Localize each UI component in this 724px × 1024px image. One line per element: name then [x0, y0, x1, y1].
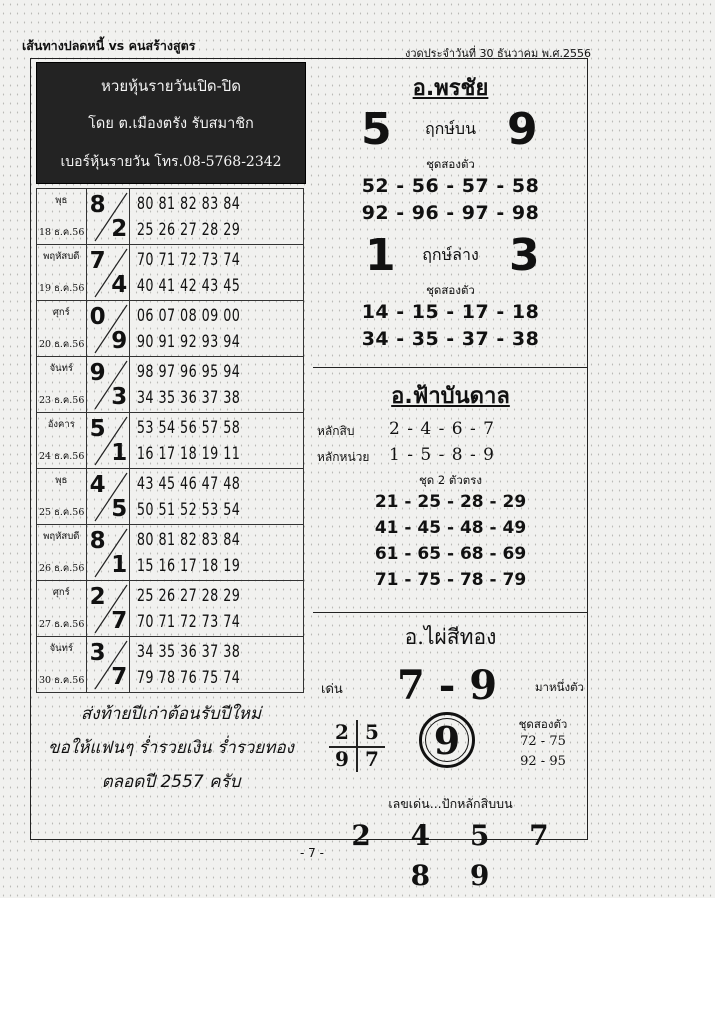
circled-digit: 9: [419, 712, 475, 768]
right-panel: [313, 62, 588, 892]
draw-bottom-digit: 4: [111, 272, 128, 298]
draw-top-digit: 2: [89, 584, 106, 610]
draw-numbers-cell: [130, 469, 304, 525]
number-row: 43 45 46 47 48: [137, 473, 241, 493]
title-banner: [36, 62, 306, 184]
draw-date: 24 ธ.ค.56: [39, 451, 85, 462]
number-row: 25 26 27 28 29: [137, 585, 241, 605]
pair-row: 14 - 15 - 17 - 18: [361, 301, 540, 323]
number-row: 70 71 72 73 74: [137, 249, 241, 269]
section-phaisithong: [313, 621, 588, 892]
draw-top-digit: 7: [89, 248, 106, 274]
number-row: 80 81 82 83 84: [137, 193, 241, 213]
draw-date: 26 ธ.ค.56: [39, 563, 85, 574]
section-title: อ.พรชัย: [412, 76, 489, 101]
draw-numbers-cell: [130, 413, 304, 469]
greeting-line: ตลอดปี 2557 ครับ: [101, 772, 241, 792]
draw-day-cell: [37, 301, 87, 357]
draw-top-digit: 9: [89, 360, 106, 386]
draw-day: ศุกร์: [52, 307, 70, 318]
grid-digit: 9: [335, 747, 349, 771]
draw-day: พฤหัสบดี: [43, 531, 80, 542]
draw-history-table: [36, 188, 304, 693]
draw-day: จันทร์: [49, 363, 73, 374]
combo-label: ชุดสองตัว: [518, 717, 568, 731]
section-title: อ.ไผ่สีทอง: [404, 625, 497, 649]
draw-day: พุธ: [55, 475, 68, 486]
bottom-lucky-label: ฤกษ์ล่าง: [422, 245, 479, 264]
draw-top-digit: 0: [89, 304, 106, 330]
draw-day-cell: [37, 189, 87, 245]
pair-row: 52 - 56 - 57 - 58: [361, 175, 540, 197]
draw-row: [37, 245, 304, 301]
draw-bottom-digit: 5: [111, 496, 128, 522]
key-digits: 2 4 5 7 8 9: [351, 819, 564, 892]
draw-bottom-digit: 2: [111, 216, 128, 242]
bottom-lucky-right: 3: [509, 230, 540, 281]
title-line: หวยหุ้นรายวันเปิด-ปิด: [101, 77, 241, 95]
draw-date: 23 ธ.ค.56: [39, 395, 85, 406]
draw-result-cell: [86, 525, 130, 581]
bottom-lucky-left: 1: [365, 230, 396, 281]
section-title: อ.ฟ้าบันดาล: [391, 384, 510, 409]
draw-row: [37, 189, 304, 245]
draw-date: 19 ธ.ค.56: [39, 283, 85, 294]
number-row: 16 17 18 19 11: [137, 443, 241, 463]
draw-day-cell: [37, 413, 87, 469]
greeting-message: [36, 697, 306, 799]
draw-top-digit: 3: [89, 640, 106, 666]
draw-date: 20 ธ.ค.56: [39, 339, 85, 350]
draw-numbers-cell: [130, 525, 304, 581]
page-number: - 7 -: [300, 846, 324, 860]
number-row: 06 07 08 09 00: [137, 305, 241, 325]
draw-row: [37, 581, 304, 637]
left-panel: [36, 62, 308, 799]
units-row: [317, 445, 588, 467]
title-line: เบอร์หุ้นรายวัน โทร.08-5768-2342: [60, 154, 282, 170]
draw-bottom-digit: 9: [111, 328, 128, 354]
units-label: หลักหน่วย: [317, 450, 370, 464]
draw-top-digit: 5: [89, 416, 106, 442]
draw-day-cell: [37, 581, 87, 637]
set-row: 41 - 45 - 48 - 49: [374, 518, 527, 538]
bottom-lucky-line: [313, 231, 588, 281]
draw-date: 27 ธ.ค.56: [39, 619, 85, 630]
draw-numbers-cell: [130, 637, 304, 693]
section-fabandan: [313, 378, 588, 613]
draw-day: พฤหัสบดี: [43, 251, 80, 262]
greeting-line: ส่งท้ายปีเก่าต้อนรับปีใหม่: [80, 704, 262, 724]
combo-value: 92 - 95: [520, 754, 566, 769]
number-row: 80 81 82 83 84: [137, 529, 241, 549]
draw-top-digit: 8: [89, 528, 106, 554]
draw-day-cell: [37, 469, 87, 525]
featured-value: 7 - 9: [397, 662, 498, 709]
draw-row: [37, 525, 304, 581]
number-row: 53 54 56 57 58: [137, 417, 241, 437]
draw-result-cell: [86, 637, 130, 693]
draw-row: [37, 469, 304, 525]
draw-result-cell: [86, 189, 130, 245]
grid-digit: 5: [365, 720, 379, 744]
tens-row: [317, 419, 588, 441]
draw-numbers-cell: [130, 189, 304, 245]
draw-day: พุธ: [55, 195, 68, 206]
pairs-label: ชุดสองตัว: [426, 157, 475, 171]
draw-bottom-digit: 3: [111, 384, 128, 410]
pairs-label: ชุดสองตัว: [426, 283, 475, 297]
number-row: 98 97 96 95 94: [137, 361, 241, 381]
number-row: 15 16 17 18 19: [137, 555, 241, 575]
featured-play-row: [313, 662, 588, 709]
draw-row: [37, 301, 304, 357]
draw-top-digit: 8: [89, 192, 106, 218]
draw-bottom-digit: 7: [111, 664, 128, 690]
draw-result-cell: [86, 413, 130, 469]
number-row: 34 35 36 37 38: [137, 387, 241, 407]
draw-bottom-digit: 1: [111, 440, 128, 466]
number-grid-area: [313, 706, 588, 794]
draw-result-cell: [86, 469, 130, 525]
number-row: 25 26 27 28 29: [137, 219, 241, 239]
draw-numbers-cell: [130, 357, 304, 413]
header-draw-date: งวดประจำวันที่ 30 ธันวาคม พ.ศ.2556: [405, 47, 591, 60]
draw-day: ศุกร์: [52, 587, 70, 598]
top-lucky-right: 9: [507, 104, 538, 155]
grid-digit: 7: [365, 747, 379, 771]
draw-result-cell: [86, 301, 130, 357]
combo-box: [504, 716, 582, 774]
draw-day: อังคาร: [47, 419, 75, 430]
draw-result-cell: [86, 245, 130, 301]
title-line: โดย ต.เมืองตรัง รับสมาชิก: [88, 116, 254, 132]
grid-divider: [329, 746, 385, 748]
draw-date: 18 ธ.ค.56: [39, 227, 85, 238]
draw-result-cell: [86, 581, 130, 637]
pair-row: 92 - 96 - 97 - 98: [361, 202, 540, 224]
top-lucky-label: ฤกษ์บน: [424, 119, 476, 138]
number-row: 90 91 92 93 94: [137, 331, 241, 351]
draw-bottom-digit: 7: [111, 608, 128, 634]
header-left-title: เส้นทางปลดหนี้ vs คนสร้างสูตร: [22, 38, 196, 53]
draw-result-cell: [86, 357, 130, 413]
number-row: 34 35 36 37 38: [137, 641, 241, 661]
top-lucky-left: 5: [361, 104, 392, 155]
number-row: 70 71 72 73 74: [137, 611, 241, 631]
number-row: 40 41 42 43 45: [137, 275, 241, 295]
combo-value: 72 - 75: [520, 734, 566, 749]
page-edge: [715, 0, 724, 898]
number-row: 50 51 52 53 54: [137, 499, 241, 519]
draw-numbers-cell: [130, 301, 304, 357]
draw-row: [37, 357, 304, 413]
digit-grid: [329, 720, 385, 772]
draw-day-cell: [37, 245, 87, 301]
draw-numbers-cell: [130, 581, 304, 637]
set-row: 61 - 65 - 68 - 69: [374, 544, 527, 564]
tens-label: หลักสิบ: [317, 424, 355, 438]
draw-date: 25 ธ.ค.56: [39, 507, 85, 518]
featured-label: เด่น: [321, 682, 343, 697]
featured-note: มาหนึ่งตัว: [534, 680, 584, 694]
draw-row: [37, 413, 304, 469]
key-number-label: เลขเด่น...ปักหลักสิบบน: [388, 796, 513, 811]
section-pornchai: [313, 70, 588, 368]
tens-values: 2 - 4 - 6 - 7: [389, 419, 495, 439]
draw-day-cell: [37, 637, 87, 693]
draw-numbers-cell: [130, 245, 304, 301]
top-lucky-line: [313, 105, 588, 155]
draw-bottom-digit: 1: [111, 552, 128, 578]
grid-digit: 2: [335, 720, 349, 744]
set-row: 21 - 25 - 28 - 29: [374, 492, 527, 512]
draw-date: 30 ธ.ค.56: [39, 675, 85, 686]
draw-day: จันทร์: [49, 643, 73, 654]
draw-row: [37, 637, 304, 693]
sets-label: ชุด 2 ตัวตรง: [418, 473, 483, 487]
draw-day-cell: [37, 525, 87, 581]
draw-day-cell: [37, 357, 87, 413]
pair-row: 34 - 35 - 37 - 38: [361, 328, 540, 350]
draw-top-digit: 4: [89, 472, 106, 498]
number-row: 79 78 76 75 74: [137, 667, 241, 687]
set-row: 71 - 75 - 78 - 79: [374, 570, 527, 590]
units-values: 1 - 5 - 8 - 9: [389, 445, 495, 465]
greeting-line: ขอให้แฟนๆ ร่ำรวยเงิน ร่ำรวยทอง: [48, 738, 294, 758]
